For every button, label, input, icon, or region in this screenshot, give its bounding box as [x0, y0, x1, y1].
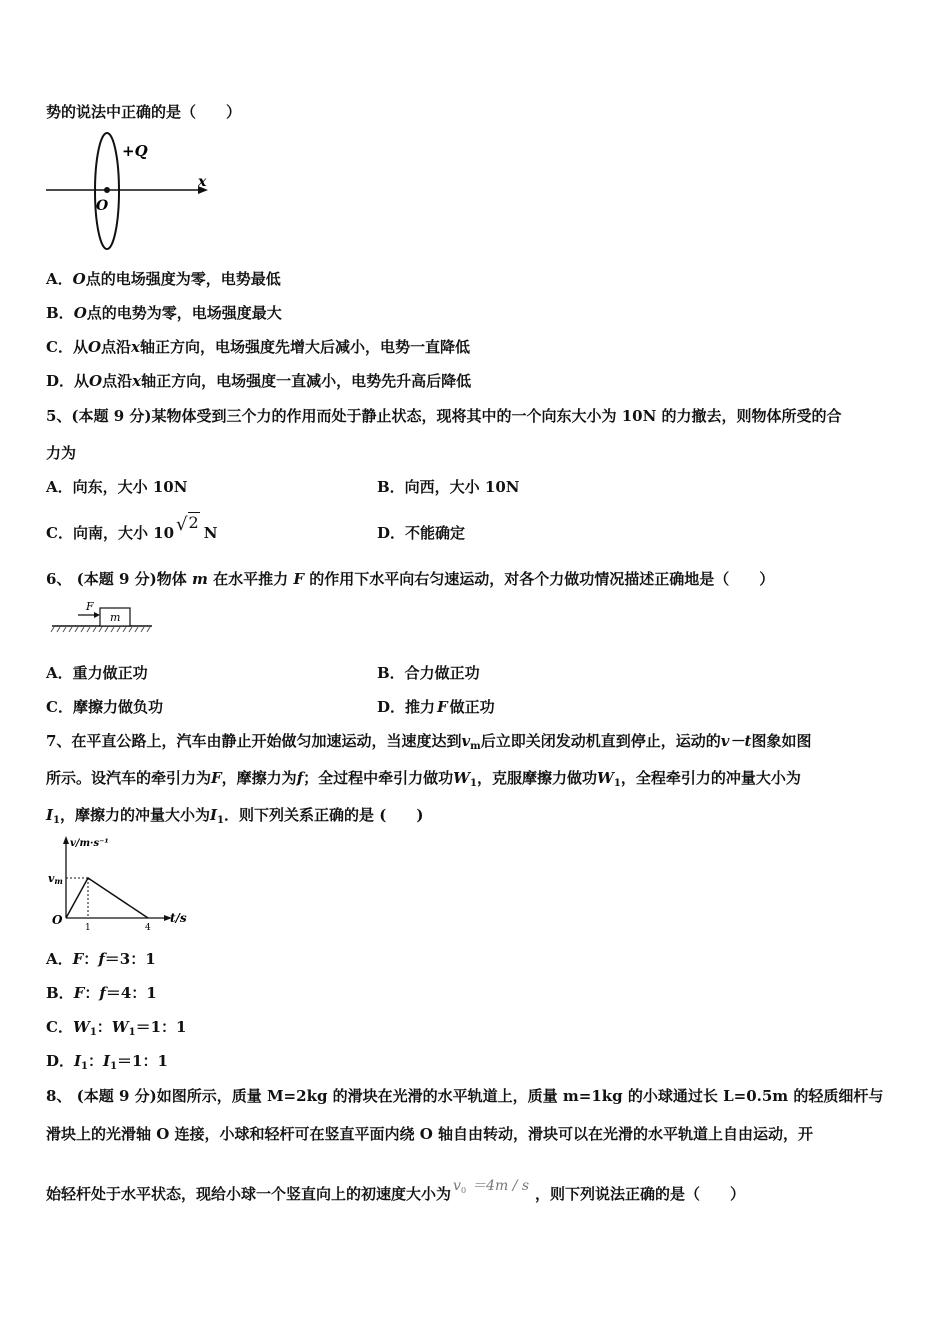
q7-a-prefix: A． [46, 950, 73, 968]
q5-option-c[interactable] [46, 513, 218, 543]
q7-l2-b: ，摩擦力为 [221, 769, 297, 787]
graph-origin-label: O [52, 913, 63, 927]
q8-l3-b: ，则下列说法正确的是（ ） [535, 1185, 746, 1203]
q4-option-d[interactable] [46, 371, 471, 391]
q4-c-mid: 点沿 [101, 338, 132, 356]
q7-l1-vm-sub: m [470, 741, 481, 752]
q7-l3-I2-sub: 1 [217, 815, 225, 826]
q7-l1-a: 7、在平直公路上，汽车由静止开始做匀加速运动，当速度达到 [46, 732, 462, 750]
q7-l1-vt: v－t [720, 732, 752, 750]
q7-a-c: f [98, 950, 105, 968]
q7-l2-e: ，全程牵引力的冲量大小为 [620, 769, 801, 787]
q7-option-b[interactable] [46, 983, 157, 1003]
q7-c-d: ＝1：1 [135, 1018, 187, 1036]
formula-sub: 0 [460, 1186, 467, 1195]
graph-vm-v: v [48, 872, 55, 885]
q5-c-prefix: C．向南，大小 10 [46, 524, 175, 542]
graph-tick-1: 1 [85, 923, 91, 933]
q7-l3-a: ，摩擦力的冲量大小为 [60, 806, 211, 824]
q7-l2-W2-sub: 1 [613, 778, 621, 789]
q6-stem-p2: 在水平推力 [213, 570, 289, 588]
q6-var-f: F [293, 570, 304, 588]
q5-option-b[interactable]: B．向西，大小 10N [377, 478, 520, 496]
velocity-formula [453, 1178, 529, 1194]
q7-a-d: ＝3：1 [104, 950, 156, 968]
sqrt-sign: √ [176, 514, 188, 535]
q7-b-d: ＝4：1 [105, 984, 157, 1002]
q7-stem-line2 [46, 768, 801, 794]
q7-a-a: F [72, 950, 84, 968]
q7-c-prefix: C． [46, 1018, 73, 1036]
q6-option-a[interactable]: A．重力做正功 [46, 664, 148, 682]
charge-label: +Q [122, 142, 148, 160]
q7-d-c-sub: 1 [110, 1061, 118, 1072]
graph-vm-label [48, 872, 63, 886]
q7-c-a: W [72, 1018, 90, 1036]
q6-option-d[interactable] [377, 697, 495, 717]
graph-xlabel: t/s [170, 911, 187, 925]
q7-d-a-sub: 1 [81, 1061, 89, 1072]
q6-d-var: F [437, 698, 448, 716]
q6-stem [46, 569, 774, 589]
q6-stem-p3: 的作用下水平向右匀速运动，对各个力做功情况描述正确地是（ ） [309, 570, 775, 588]
q5-c-unit: N [203, 524, 218, 542]
q6-stem-p1: 6、 (本题 9 分)物体 [46, 570, 187, 588]
q7-l2-F: F [211, 769, 222, 787]
graph-vm-sub: m [54, 876, 63, 886]
q4-c-prefix: C．从 [46, 338, 88, 356]
sqrt-expression [176, 513, 200, 543]
x-axis-label: x [198, 174, 207, 190]
q7-d-b: ： [88, 1052, 104, 1070]
q4-c-var1: O [87, 338, 102, 356]
q7-b-a: F [73, 984, 85, 1002]
q4-c-var2: x [131, 338, 140, 356]
q7-b-prefix: B． [46, 984, 74, 1002]
q4-d-var2: x [132, 372, 142, 390]
q4-d-var1: O [89, 372, 103, 390]
sqrt-radicand: 2 [188, 513, 199, 532]
q7-l3-b: ．则下列关系正确的是 ( ) [224, 806, 424, 824]
q7-l3-I-sub: 1 [53, 815, 60, 826]
q8-stem-line2: 滑块上的光滑轴 O 连接，小球和轻杆可在竖直平面内绕 O 轴自由转动，滑块可以在光滑的水平轨道上自由运动，开 [46, 1125, 814, 1143]
q8-l3-a: 始轻杆处于水平状态，现给小球一个竖直向上的初速度大小为 [46, 1185, 452, 1203]
q7-option-d[interactable] [46, 1051, 168, 1077]
q7-option-c[interactable] [46, 1017, 187, 1043]
q4-b-prefix: B． [46, 304, 74, 322]
q7-l3-I2: I [210, 806, 218, 824]
q4-d-text: 轴正方向，电场强度一直减小，电势先升高后降低 [141, 372, 472, 390]
q4-stem-tail: 势的说法中正确的是（ ） [46, 103, 242, 121]
q5-stem-line2: 力为 [46, 444, 77, 462]
q7-l1-vm: v [461, 732, 471, 750]
q8-stem-line3 [46, 1178, 746, 1210]
graph-v-arrow [63, 836, 69, 844]
q6-var-m: m [191, 570, 208, 588]
q7-l1-b: 后立即关闭发动机直到停止，运动的 [480, 732, 721, 750]
q7-l3-I: I [46, 806, 54, 824]
q4-option-c[interactable] [46, 337, 470, 357]
q5-stem-line1: 5、(本题 9 分)某物体受到三个力的作用而处于静止状态，现将其中的一个向东大小为 10N 的力撤去，则物体所受的合 [46, 407, 842, 425]
q4-option-b[interactable] [46, 303, 282, 323]
q7-c-c-sub: 1 [128, 1027, 136, 1038]
q7-d-c: I [103, 1052, 111, 1070]
q7-d-d: ＝1：1 [117, 1052, 168, 1070]
origin-label: O [96, 198, 109, 214]
q6-option-c[interactable]: C．摩擦力做负功 [46, 698, 163, 716]
q7-c-c: W [111, 1018, 129, 1036]
q5-option-a[interactable]: A．向东，大小 10N [46, 478, 188, 496]
q7-d-a: I [74, 1052, 82, 1070]
q4-d-prefix: D．从 [46, 372, 90, 390]
q8-stem-line1: 8、 (本题 9 分)如图所示，质量 M=2kg 的滑块在光滑的水平轨道上，质量 m=1kg 的小球通过长 L=0.5m 的轻质细杆与 [46, 1087, 884, 1105]
q5-option-d[interactable]: D．不能确定 [377, 524, 466, 542]
q7-b-c: f [99, 984, 106, 1002]
graph-ylabel: v/m·s⁻¹ [70, 838, 109, 849]
graph-vt-line [66, 878, 148, 918]
mass-label: m [110, 611, 121, 624]
origin-dot [104, 187, 110, 193]
q7-l2-W-sub: 1 [470, 778, 477, 789]
q6-block-figure [50, 600, 160, 634]
formula-rest: ＝4m / s [472, 1178, 530, 1194]
q4-ring-figure [40, 132, 215, 252]
q7-option-a[interactable] [46, 949, 156, 969]
q4-a-var: O [72, 270, 86, 288]
q7-l2-a: 所示。设汽车的牵引力为 [46, 769, 212, 787]
q7-d-prefix: D． [46, 1052, 75, 1070]
q7-l2-d: ，克服摩擦力做功 [476, 769, 597, 787]
q7-vt-graph [44, 834, 194, 934]
q4-option-a[interactable] [46, 269, 281, 289]
force-arrow-head [94, 612, 100, 618]
q7-l2-c: ；全过程中牵引力做功 [303, 769, 454, 787]
q6-option-b[interactable]: B．合力做正功 [377, 664, 480, 682]
force-label: F [86, 600, 94, 613]
q7-l2-f: f [296, 769, 304, 787]
q7-a-b: ： [83, 950, 99, 968]
ground-hatching [51, 627, 150, 632]
graph-tick-4: 4 [145, 923, 151, 933]
q4-b-text: 点的电势为零，电场强度最大 [86, 304, 282, 322]
q7-l1-c: 图象如图 [751, 732, 812, 750]
q7-stem-line1 [46, 731, 811, 757]
q6-d-text: 做正功 [449, 698, 495, 716]
q7-c-a-sub: 1 [89, 1027, 97, 1038]
formula-v: v [453, 1178, 461, 1194]
q4-c-text: 轴正方向，电场强度先增大后减小，电势一直降低 [140, 338, 471, 356]
q7-c-b: ： [96, 1018, 112, 1036]
q4-b-var: O [73, 304, 87, 322]
q4-d-mid: 点沿 [102, 372, 133, 390]
q6-d-prefix: D．推力 [377, 698, 436, 716]
q7-b-b: ： [84, 984, 100, 1002]
q7-stem-line3 [46, 805, 423, 831]
q4-a-text: 点的电场强度为零，电势最低 [85, 270, 281, 288]
q4-a-prefix: A． [46, 270, 73, 288]
q7-l2-W: W [453, 769, 471, 787]
q7-l2-W2: W [597, 769, 614, 787]
